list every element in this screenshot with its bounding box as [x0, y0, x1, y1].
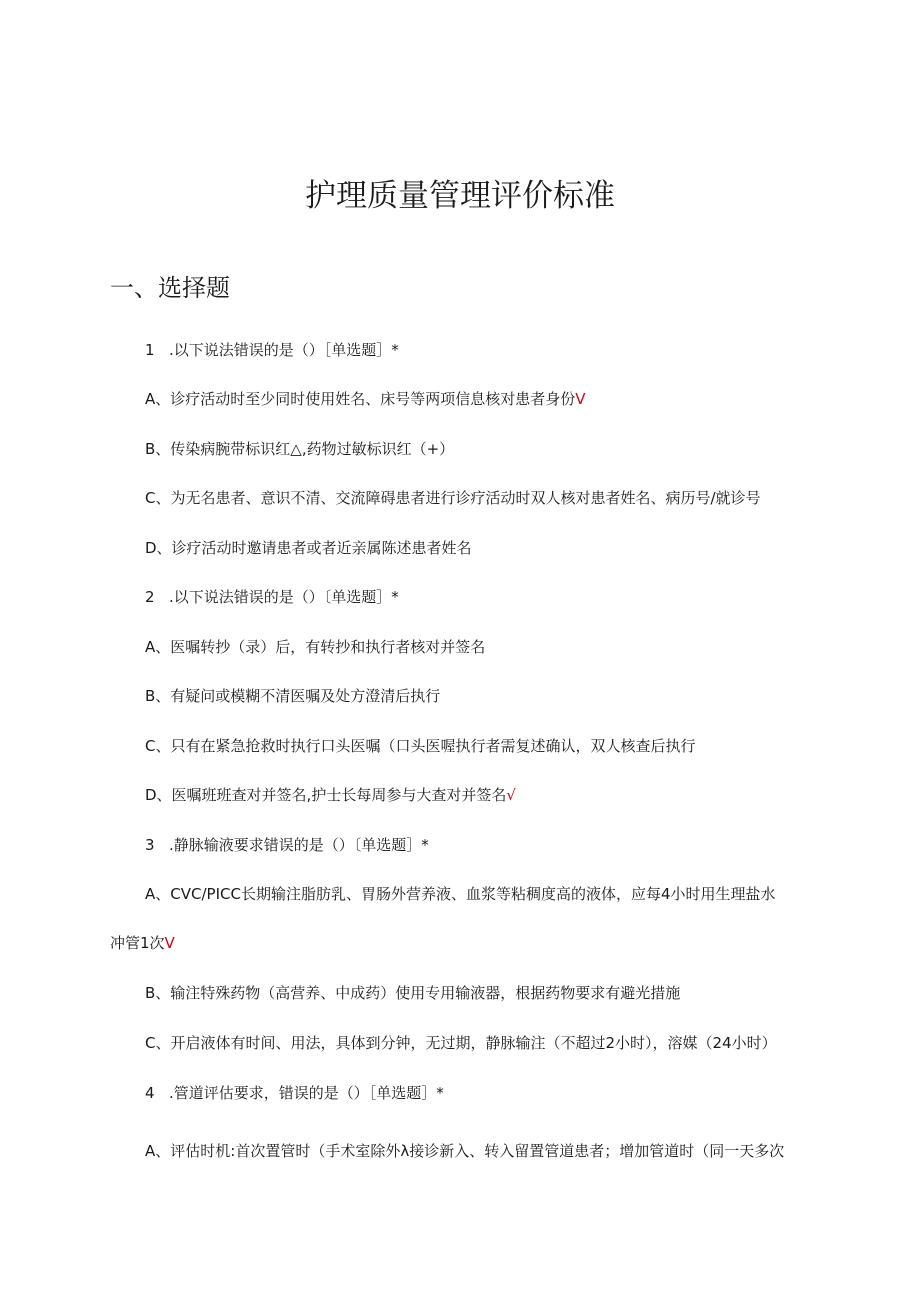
question-4-option-a — [145, 1141, 784, 1161]
option-text: A、医嘱转抄（录）后，有转抄和执行者核对并签名 — [145, 638, 486, 656]
question-text: .以下说法错误的是（）［单选题］* — [169, 341, 399, 359]
question-number: 4 — [145, 1084, 155, 1102]
correct-answer-mark: V — [164, 934, 175, 952]
option-text-continuation: 冲管1次 — [110, 934, 165, 952]
option-text: C、开启液体有时间、用法，具体到分钟，无过期，静脉输注（不超过2小时），溶媒（24小时） — [145, 1034, 777, 1052]
option-text: B、输注特殊药物（高营养、中成药）使用专用输液器，根据药物要求有避光措施 — [145, 984, 681, 1002]
option-text: A、CVC/PICC长期输注脂肪乳、胃肠外营养液、血浆等粘稠度高的液体，应每4小时用生理盐水 — [145, 885, 776, 903]
question-1-option-b — [145, 439, 454, 459]
question-text: .管道评估要求，错误的是（）［单选题］* — [169, 1084, 444, 1102]
correct-answer-mark: V — [575, 390, 586, 408]
question-3-option-a — [145, 884, 776, 904]
option-text: C、为无名患者、意识不清、交流障碍患者进行诊疗活动时双人核对患者姓名、病历号/就诊号 — [145, 489, 761, 507]
question-1-option-c — [145, 488, 761, 508]
question-number: 2 — [145, 588, 155, 606]
document-title: 护理质量管理评价标准 — [305, 178, 615, 214]
option-text: B、有疑问或模糊不清医嘱及处方澄清后执行 — [145, 687, 441, 705]
question-number: 3 — [145, 836, 155, 854]
question-text: .以下说法错误的是（）〔单选题］* — [169, 588, 399, 606]
question-4 — [145, 1083, 444, 1103]
question-number: 1 — [145, 341, 155, 359]
question-text: .静脉输液要求错误的是（）〔单选题］* — [169, 836, 429, 854]
question-1 — [145, 340, 399, 360]
question-3-option-b — [145, 983, 680, 1003]
section-heading: 一、选择题 — [110, 274, 230, 302]
question-2-option-c — [145, 736, 695, 756]
question-2-option-d — [145, 785, 516, 805]
question-2-option-b — [145, 686, 440, 706]
question-3-option-c — [145, 1033, 777, 1053]
question-2 — [145, 587, 399, 607]
option-text: A、诊疗活动时至少同时使用姓名、床号等两项信息核对患者身份 — [145, 390, 576, 408]
question-3-option-a-continuation — [110, 933, 175, 953]
correct-answer-mark: √ — [506, 786, 516, 804]
option-text: D、医嘱班班查对并签名,护士长每周参与大查对并签名 — [145, 786, 507, 804]
question-2-option-a — [145, 637, 485, 657]
option-text: B、传染病腕带标识红△,药物过敏标识红（+） — [145, 440, 455, 458]
question-1-option-d — [145, 538, 472, 558]
question-1-option-a — [145, 389, 586, 409]
option-text: C、只有在紧急抢救时执行口头医嘱（口头医喔执行者需复述确认，双人核查后执行 — [145, 737, 696, 755]
option-text: A、评估时机:首次置管时（手术室除外λ接诊新入、转入留置管道患者；增加管道时（同一天多次 — [145, 1142, 785, 1160]
question-3 — [145, 835, 429, 855]
option-text: D、诊疗活动时邀请患者或者近亲属陈述患者姓名 — [145, 539, 472, 557]
